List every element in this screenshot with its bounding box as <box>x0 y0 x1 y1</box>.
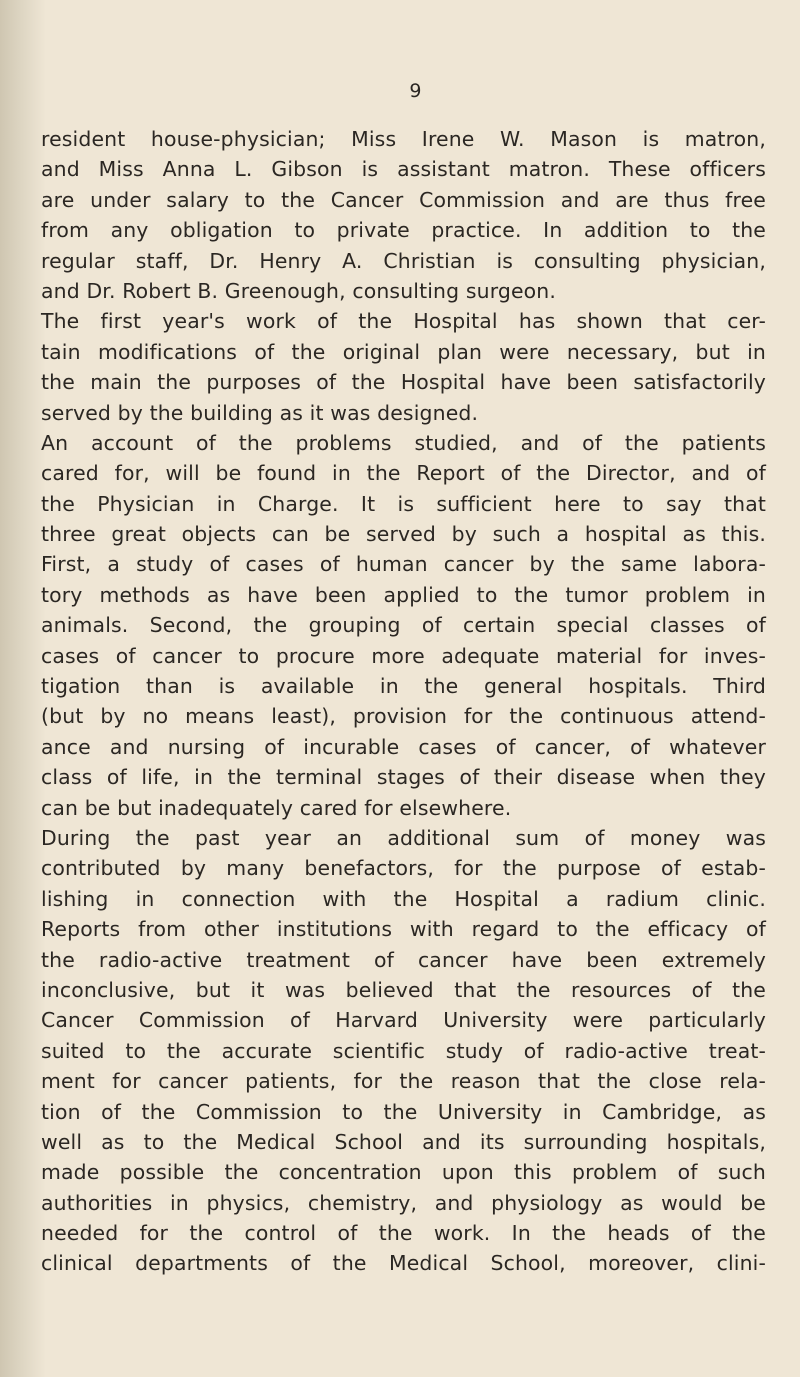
text-line: tain modifications of the original plan were necessary, but in <box>41 339 766 364</box>
text-line: the radio-active treatment of cancer have been extremely <box>41 947 766 972</box>
text-line: ance and nursing of incurable cases of cancer, of whatever <box>41 734 766 759</box>
text-line: Cancer Commission of Harvard University were particularly <box>41 1008 766 1033</box>
text-line: ment for cancer patients, for the reason that the close rela- <box>41 1069 766 1094</box>
body-text <box>41 124 766 1279</box>
text-line: (but by no means least), provision for the continuous attend- <box>41 704 766 729</box>
text-line: An account of the problems studied, and of the patients <box>41 430 766 455</box>
text-line: authorities in physics, chemistry, and physiology as would be <box>41 1190 766 1215</box>
text-line: the Physician in Charge. It is sufficient here to say that <box>41 491 766 516</box>
text-line: are under salary to the Cancer Commission and are thus free <box>41 187 766 212</box>
text-line: clinical departments of the Medical School, moreover, clini- <box>41 1251 766 1276</box>
text-line: tigation than is available in the general hospitals. Third <box>41 674 766 699</box>
text-line: inconclusive, but it was believed that the resources of the <box>41 977 766 1002</box>
text-line: cases of cancer to procure more adequate material for inves- <box>41 643 766 668</box>
text-line: tory methods as have been applied to the tumor problem in <box>41 582 766 607</box>
text-line: regular staff, Dr. Henry A. Christian is consulting physician, <box>41 248 766 273</box>
text-line: contributed by many benefactors, for the purpose of estab- <box>41 856 766 881</box>
text-line: First, a study of cases of human cancer by the same labora- <box>41 552 766 577</box>
text-line: During the past year an additional sum of money was <box>41 825 766 850</box>
text-line: can be but inadequately cared for elsewhere. <box>41 795 512 820</box>
text-line: cared for, will be found in the Report of the Director, and of <box>41 461 766 486</box>
page-number: 9 <box>409 80 422 102</box>
text-line: served by the building as it was designed. <box>41 400 479 425</box>
text-line: resident house-physician; Miss Irene W. Mason is matron, <box>41 127 766 151</box>
text-line: needed for the control of the work. In the heads of the <box>41 1221 766 1246</box>
text-line: made possible the concentration upon this problem of such <box>41 1160 766 1185</box>
text-line: class of life, in the terminal stages of their disease when they <box>41 765 766 790</box>
text-line: well as to the Medical School and its surrounding hospitals, <box>41 1129 766 1154</box>
text-line: three great objects can be served by such a hospital as this. <box>41 522 766 547</box>
text-line: and Miss Anna L. Gibson is assistant matron. These officers <box>41 157 766 182</box>
text-line: tion of the Commission to the University in Cambridge, as <box>41 1099 766 1124</box>
text-line: Reports from other institutions with regard to the efficacy of <box>41 917 766 942</box>
text-line: suited to the accurate scientific study of radio-active treat- <box>41 1038 766 1063</box>
text-line: lishing in connection with the Hospital a radium clinic. <box>41 886 766 911</box>
text-line: the main the purposes of the Hospital have been satisfactorily <box>41 370 766 395</box>
text-line: The first year's work of the Hospital has shown that cer- <box>41 309 766 334</box>
text-line: and Dr. Robert B. Greenough, consulting surgeon. <box>41 278 556 303</box>
text-line: from any obligation to private practice. In addition to the <box>41 218 766 243</box>
text-line: animals. Second, the grouping of certain special classes of <box>41 613 766 638</box>
